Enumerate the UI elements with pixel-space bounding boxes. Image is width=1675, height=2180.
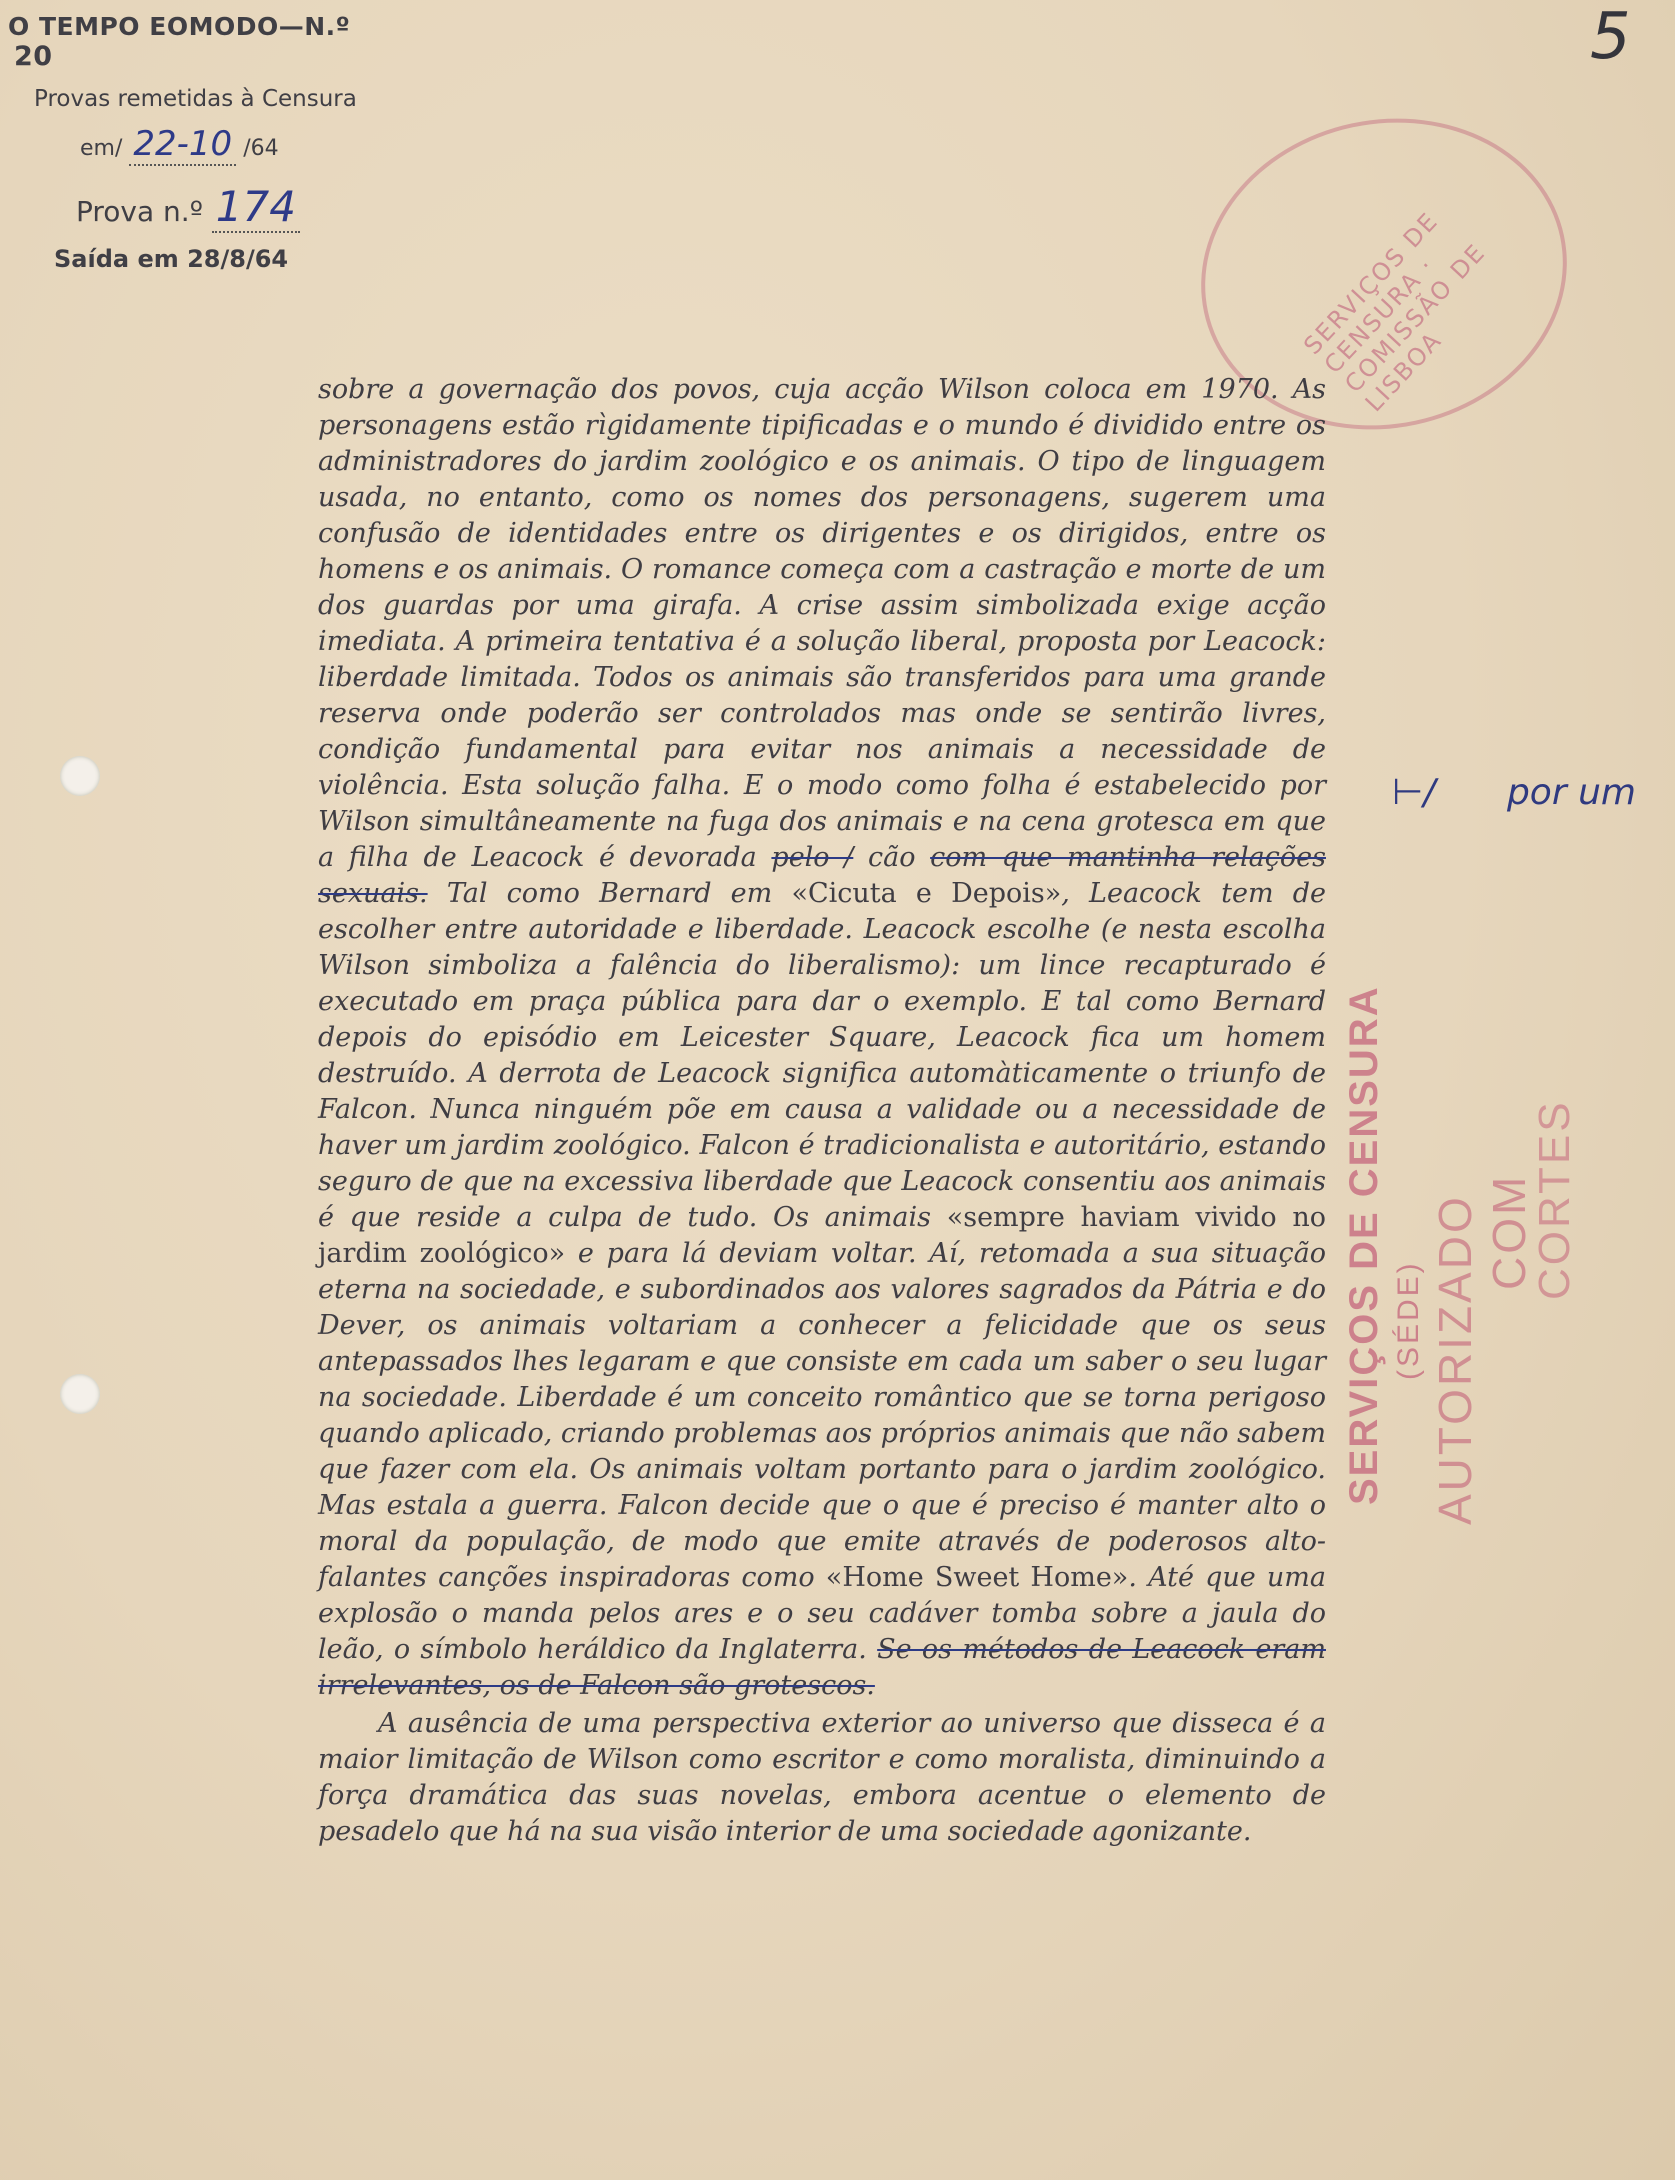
paragraph-1: sobre a governação dos povos, cuja acção Wilson coloca em 1970. As personagens estão rìgidamente tipificadas e o mundo é dividido entre os administradores do jardim zoológico e os animais. O tipo de linguagem usada, no entanto, como os nomes dos personagens, sugerem uma confusão de identidades entre os dirigentes e os dirigidos, entre os homens e os animais. O romance começa com a castração e morte de um dos guardas por uma girafa. A crise assim simbolizada exige acção imediata. A primeira tentativa é a solução liberal, proposta por Leacock: liberdade limitada. Todos os animais são transferidos para uma grande reserva onde poderão ser controlados mas onde se sentirão livres, condição fundamental para evitar nos animais a necessidade de violência. Esta solução falha. E o modo como folha é estabelecido por Wilson simultâneamente na fuga dos animais e na cena grotesca em que a filha de Leacock é devorada pelo / cão com que mantinha relações sexuais. Tal como Bernard em «Cicuta e Depois», Leacock tem de escolher entre autoridade e liberdade. Leacock escolhe (e nesta escolha Wilson simboliza a falência do liberalismo): um lince recapturado é executado em praça pública para dar o exemplo. E tal como Bernard depois do episódio em Leicester Square, Leacock fica um homem destruído. A derrota de Leacock significa automàticamente o triunfo de Falcon. Nunca ninguém põe em causa a validade ou a necessidade de haver um jardim zoológico. Falcon é tradicionalista e autoritário, estando seguro de que na excessiva liberdade que Leacock consentiu aos animais é que reside a culpa de tudo. Os animais «sempre haviam vivido no jardim zoológico» e para lá deviam voltar. Aí, retomada a sua situação eterna na sociedade, e subordinados aos valores sagrados da Pátria e do Dever, os animais voltariam a conhecer a felicidade que os seus antepassados lhes legaram e que consiste em cada um saber o seu lugar na sociedade. Liberdade é um conceito romântico que se torna perigoso quando aplicado, criando problemas aos próprios animais que não sabem que fazer com ela. Os animais voltam portanto para o jardim zoológico. Mas estala a guerra. Falcon decide que o que é preciso é manter alto o moral da população, de modo que emite através de poderosos alto-falantes canções inspiradoras como «Home Sweet Home». Até que uma explosão o manda pelos ares e o seu cadáver tomba sobre a jaula do leão, o símbolo heráldico da Inglaterra. Se os métodos de Leacock eram irrelevantes, os de Falcon são grotescos. xyxy=(318,374,1326,1701)
publication-line xyxy=(8,12,388,72)
provas-label: Provas remetidas à Censura xyxy=(34,86,357,112)
censorship-header-stamp xyxy=(8,12,388,273)
quote-cicuta: «Cicuta e Depois» xyxy=(791,878,1062,909)
censor-stamp-line-3: AUTORIZADO xyxy=(1429,1194,1481,1525)
struck-text-pelo: pelo / xyxy=(771,842,854,873)
paragraph-2: A ausência de uma perspectiva exterior ao universo que disseca é a maior limitação de Wilson como escritor e como moralista, diminuindo a força dramática das suas novelas, embora acentue o elemento de pesadelo que há na sua visão interior de uma sociedade agonizante. xyxy=(318,1708,1326,1847)
issue-number: 20 xyxy=(14,41,53,72)
censor-stamp-line-1: SERVIÇOS DE CENSURA xyxy=(1342,985,1386,1505)
article-body xyxy=(318,372,1326,1850)
handwritten-margin-note xyxy=(1392,772,1636,813)
round-stamp-text: SERVIÇOS DE CENSURA · COMISSÃO DE LISBOA xyxy=(1298,206,1492,418)
censor-stamp-line-5: CORTES xyxy=(1530,1099,1579,1300)
page-number: 5 xyxy=(1590,0,1631,74)
quote-jardim: «sempre haviam vivido no jardim zoológico» xyxy=(318,1202,1326,1269)
struck-text-relacoes: com que mantinha relações sexuais. xyxy=(318,842,1326,909)
censor-stamp-line-4: COM xyxy=(1483,1173,1535,1290)
insertion-mark: ⊢/ xyxy=(1392,772,1436,813)
em-date-line xyxy=(80,124,388,164)
em-suffix: /64 xyxy=(243,136,279,161)
handwritten-date: 22-10 xyxy=(129,124,236,166)
quote-home: «Home Sweet Home» xyxy=(825,1562,1129,1593)
censor-stamp-line-2: (SÉDE) xyxy=(1392,1260,1425,1380)
margin-note-text: por um xyxy=(1506,772,1636,813)
punch-hole-bottom xyxy=(60,1374,100,1414)
punch-hole-top xyxy=(60,756,100,796)
struck-text-metodos: Se os métodos de Leacock eram irrelevantes, os de Falcon são grotescos. xyxy=(318,1634,1326,1701)
handwritten-prova-number: 174 xyxy=(212,182,300,233)
prova-line xyxy=(76,182,388,231)
saida-line: Saída em 28/8/64 xyxy=(54,245,289,273)
prova-label: Prova n.º xyxy=(76,195,203,228)
em-prefix: em/ xyxy=(80,136,123,161)
publication-name: O TEMPO EOMODO—N.º xyxy=(8,12,351,41)
